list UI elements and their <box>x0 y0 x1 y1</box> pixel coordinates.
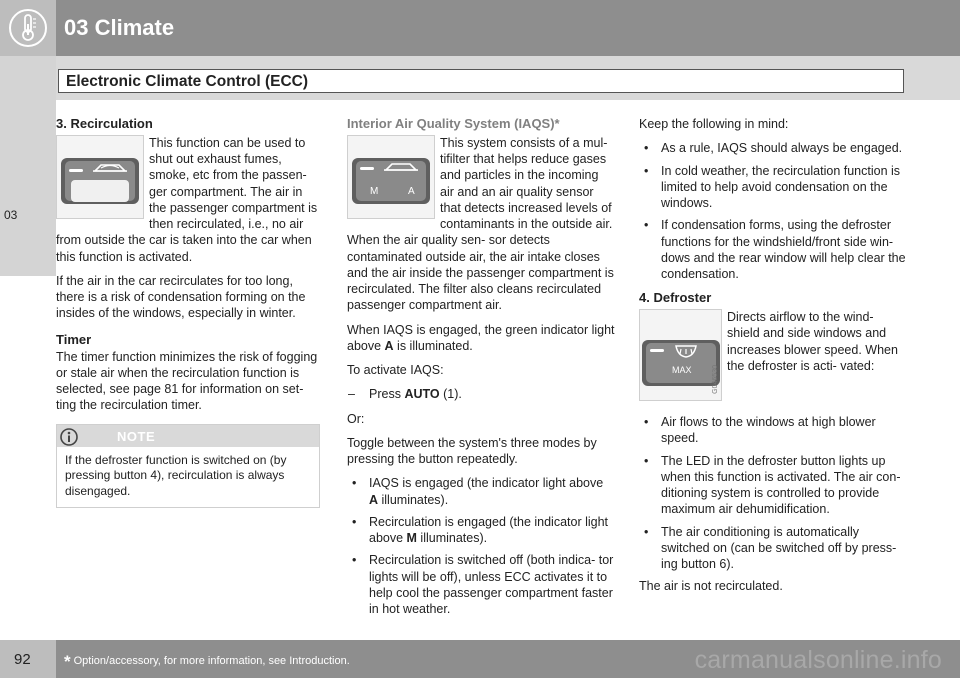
list-item: • Air flows to the windows at high blower speed. <box>639 414 907 447</box>
recirculation-text: This function can be used to shut out exhaust fumes, smoke, etc from the passen- ger compartment. The air in the passenger compartment is then recirculated, i.e., no air from outside the car is taken into the car when this function is activated. <box>56 135 318 264</box>
list-item: • In cold weather, the recirculation function is limited to help avoid condensation on the windows. <box>639 163 907 212</box>
recirculation-intro <box>56 135 322 265</box>
thermometer-icon <box>0 0 56 56</box>
note-label: NOTE <box>117 428 156 444</box>
button-label-a: A <box>408 185 415 197</box>
defroster-list <box>639 414 907 572</box>
column-1 <box>56 116 322 508</box>
header-bar <box>0 0 960 56</box>
page-number: 92 <box>14 651 31 668</box>
defroster-text: Directs airflow to the wind- shield and side windows and increases blower speed. When the defroster is acti- vated: <box>727 310 898 373</box>
or-text: Or: <box>347 411 365 426</box>
air-quality-button-icon <box>348 136 436 220</box>
footnote: * Option/accessory, for more information, see Introduction. <box>64 652 350 671</box>
list-item: • As a rule, IAQS should always be engaged. <box>639 140 907 156</box>
list-item: • IAQS is engaged (the indicator light above A illuminates). <box>347 475 615 508</box>
page-number-box <box>0 640 56 678</box>
note-box <box>56 424 320 509</box>
iaqs-engaged-text: When IAQS is engaged, the green indicator light above A is illuminated. <box>347 322 615 353</box>
list-item: • Recirculation is switched off (both indica- tor lights will be off), unless ECC activates it to help cool the passenger compartment faster in hot weather. <box>347 552 615 617</box>
defroster-button-illustration <box>639 309 722 401</box>
column-3 <box>639 116 907 603</box>
keep-in-mind-text: Keep the following in mind: <box>639 117 789 131</box>
chapter-side-tab <box>0 56 56 276</box>
max-label: MAX <box>672 365 692 376</box>
recirculation-warning-text: If the air in the car recirculates for too long, there is a risk of condensation forming on the insides of the windows, especially in winter. <box>56 273 306 321</box>
iaqs-heading: Interior Air Quality System (IAQS)* <box>347 116 560 131</box>
watermark: carmanualsonline.info <box>694 646 942 674</box>
iaqs-mode-list <box>347 475 615 617</box>
list-item: • If condensation forms, using the defroster functions for the windshield/front side win- dows and the rear window will help clear the condensation. <box>639 217 907 282</box>
section-title: Electronic Climate Control (ECC) <box>66 73 308 90</box>
closing-text: The air is not recirculated. <box>639 579 783 594</box>
note-header <box>57 425 319 447</box>
iaqs-intro <box>347 135 615 314</box>
list-item: • The LED in the defroster button lights up when this function is activated. The air con- ditioning system is controlled to provide maximum air dehumidification. <box>639 453 907 518</box>
section-title-box <box>58 69 904 93</box>
recirculation-icon <box>57 136 145 220</box>
note-text: If the defroster function is switched on (by pressing button 4), recirculation is always disengaged. <box>65 452 287 498</box>
list-item: • Recirculation is engaged (the indicator light above M illuminates). <box>347 514 615 547</box>
recirculation-button-illustration <box>56 135 144 219</box>
art-code: G046530 <box>711 365 719 395</box>
chapter-icon-box <box>0 0 56 56</box>
iaqs-text: This system consists of a mul- tifilter that helps reduce gases and particles in the incoming air and an air quality sensor that detects increased levels of contaminants in the outside air. When the air quality sen- sor detects contaminated outside air, the air intake closes and the air inside the passenger compartment is recirculated. The filter also cleans recirculated passenger compartment air. <box>347 135 614 313</box>
timer-heading: Timer <box>56 331 92 347</box>
column-2 <box>347 116 615 623</box>
iaqs-button-illustration <box>347 135 435 219</box>
chapter-title: 03 Climate <box>64 15 175 40</box>
defroster-intro <box>639 309 907 404</box>
recirculation-heading: 3. Recirculation <box>56 116 153 131</box>
activate-label: To activate IAQS: <box>347 363 444 378</box>
press-auto-step: – Press AUTO (1). <box>348 387 462 402</box>
toggle-text: Toggle between the system's three modes by pressing the button repeatedly. <box>347 435 597 467</box>
defroster-heading: 4. Defroster <box>639 290 712 306</box>
list-item: • The air conditioning is automatically switched on (can be switched off by press- ing button 6). <box>639 524 907 573</box>
info-icon <box>60 428 78 446</box>
keep-in-mind-list <box>639 140 907 282</box>
timer-text: The timer function minimizes the risk of fogging or stale air when the recirculation function is selected, see page 81 for information on set- ting the recirculation timer. <box>56 349 318 413</box>
side-tab-label: 03 <box>4 208 18 222</box>
button-label-m: M <box>370 185 379 197</box>
footer-bar <box>0 640 960 678</box>
